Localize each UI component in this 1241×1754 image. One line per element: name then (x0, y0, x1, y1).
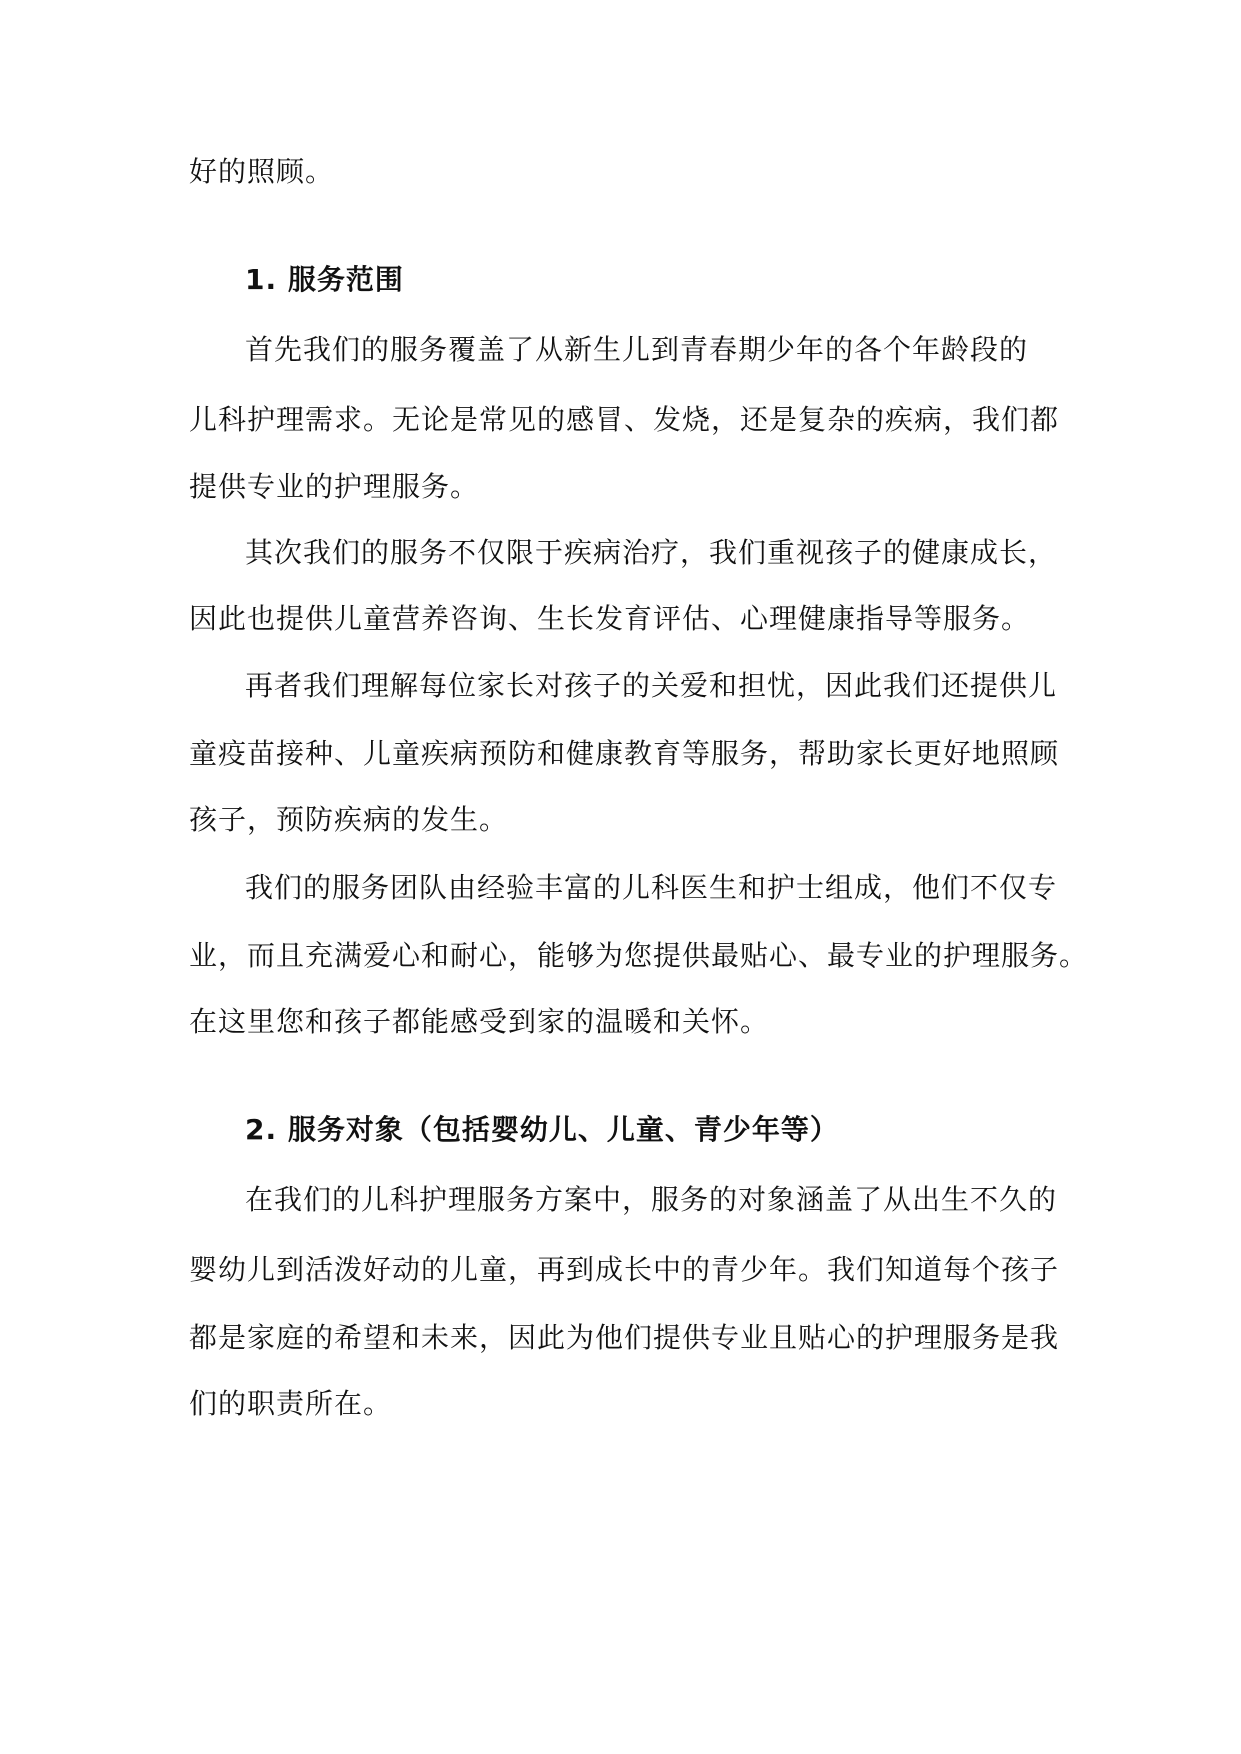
text-line: 再者我们理解每位家长对孩子的关爱和担忧，因此我们还提供儿 (245, 669, 1058, 702)
section-heading: 1. 服务范围 (245, 263, 404, 296)
text-line: 业，而且充满爱心和耐心，能够为您提供最贴心、最专业的护理服务。 (189, 939, 1089, 972)
text-line: 婴幼儿到活泼好动的儿童，再到成长中的青少年。我们知道每个孩子 (189, 1253, 1060, 1286)
text-line: 我们的服务团队由经验丰富的儿科医生和护士组成，他们不仅专 (245, 871, 1058, 904)
text-line: 都是家庭的希望和未来，因此为他们提供专业且贴心的护理服务是我 (189, 1321, 1060, 1354)
text-line: 好的照顾。 (189, 155, 335, 188)
text-line: 孩子，预防疾病的发生。 (189, 803, 509, 836)
section-heading: 2. 服务对象（包括婴幼儿、儿童、青少年等） (245, 1113, 839, 1146)
text-line: 首先我们的服务覆盖了从新生儿到青春期少年的各个年龄段的 (245, 333, 1029, 366)
text-line: 儿科护理需求。无论是常见的感冒、发烧，还是复杂的疾病，我们都 (189, 403, 1060, 436)
text-line: 因此也提供儿童营养咨询、生长发育评估、心理健康指导等服务。 (189, 602, 1031, 635)
text-line: 其次我们的服务不仅限于疾病治疗，我们重视孩子的健康成长， (245, 536, 1058, 569)
text-line: 在我们的儿科护理服务方案中，服务的对象涵盖了从出生不久的 (245, 1183, 1058, 1216)
text-line: 在这里您和孩子都能感受到家的温暖和关怀。 (189, 1005, 770, 1038)
text-line: 童疫苗接种、儿童疾病预防和健康教育等服务，帮助家长更好地照顾 (189, 737, 1060, 770)
text-line: 提供专业的护理服务。 (189, 470, 480, 503)
text-line: 们的职责所在。 (189, 1387, 393, 1420)
